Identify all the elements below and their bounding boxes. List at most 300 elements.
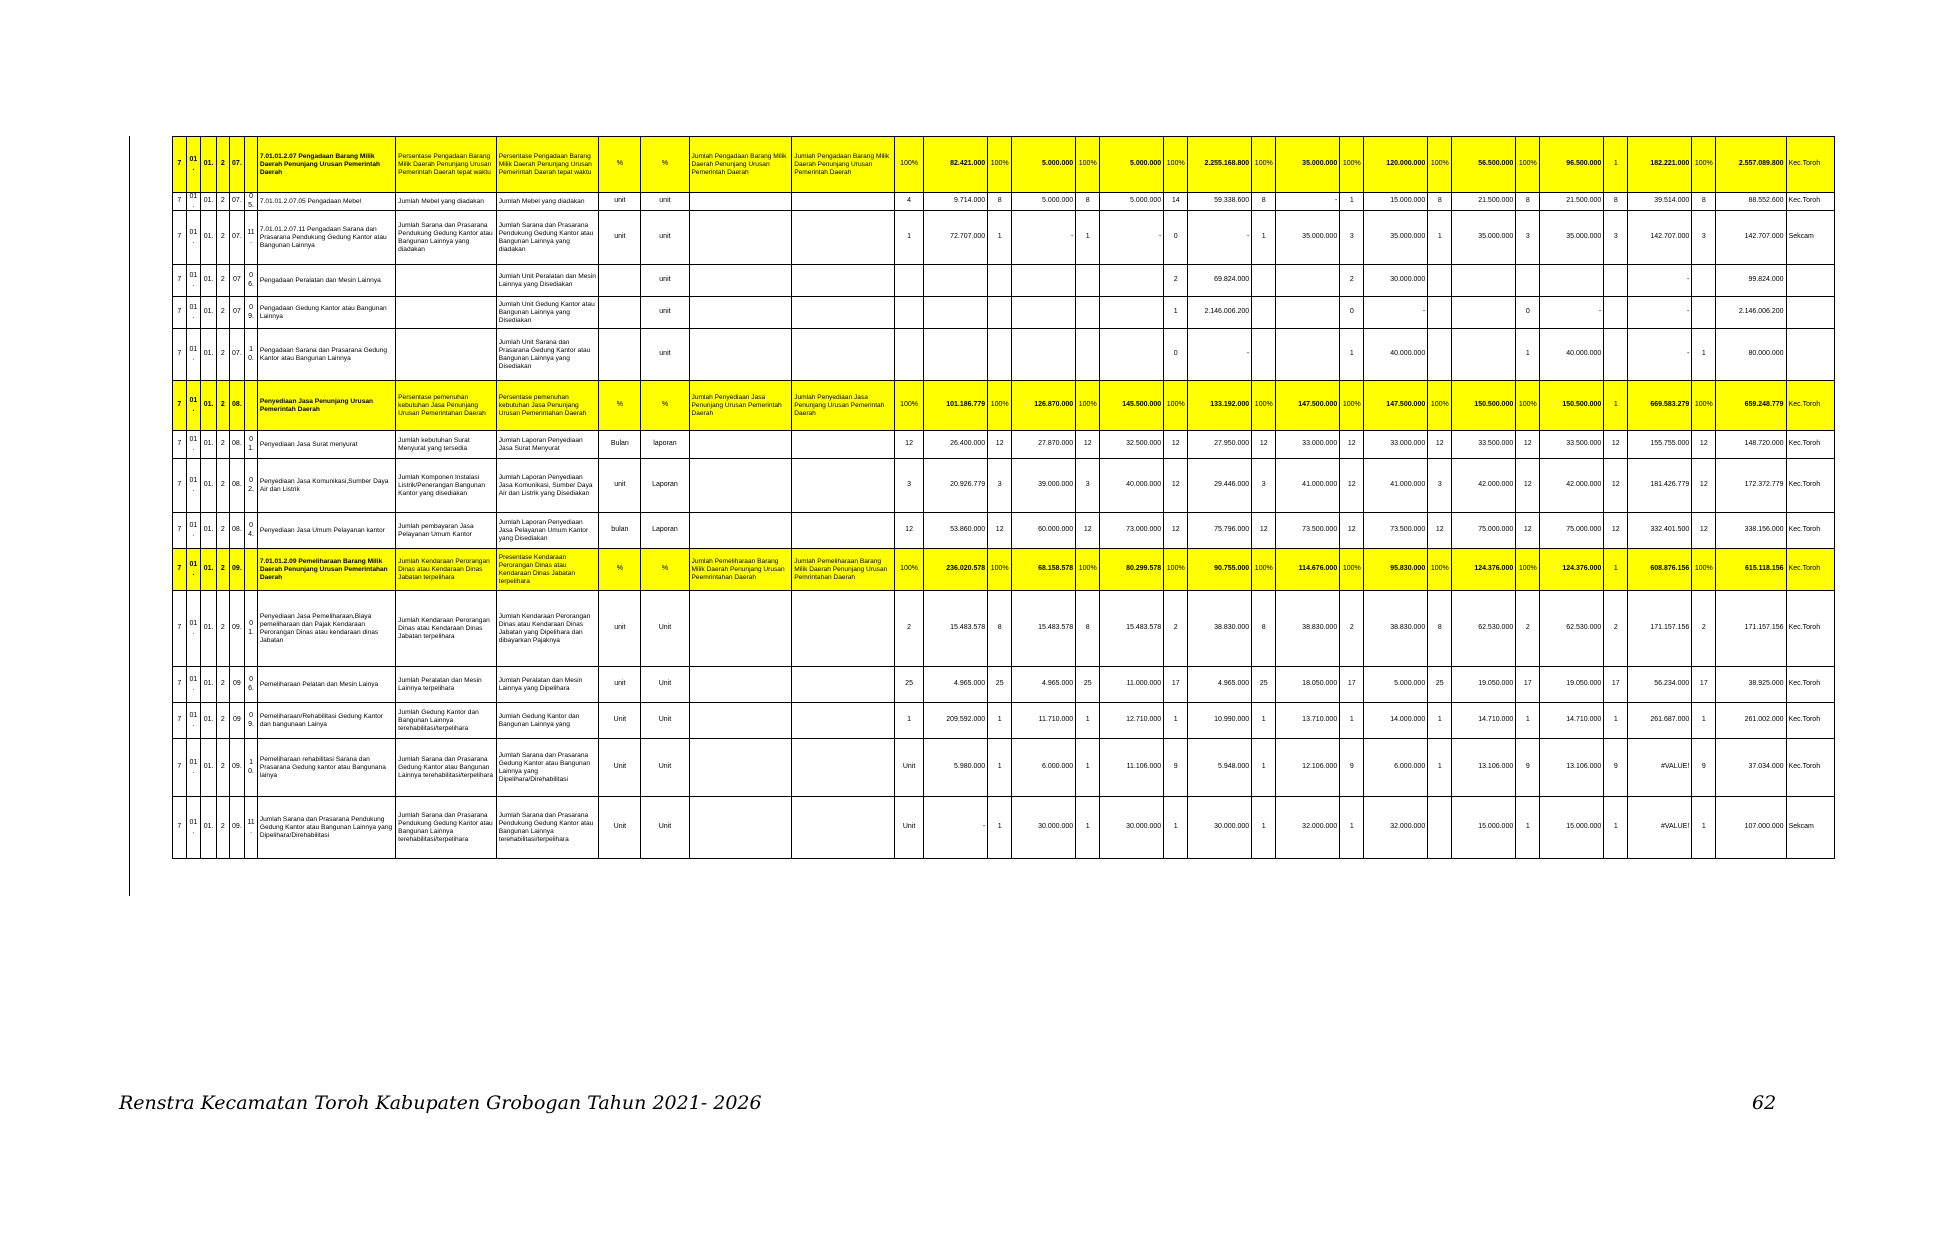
- target-cell: 8: [1076, 591, 1100, 667]
- target-cell: 12: [1692, 513, 1716, 549]
- target-cell: 100%: [1340, 137, 1364, 193]
- target-cell: 100%: [1428, 381, 1452, 431]
- target-cell: 3: [1692, 211, 1716, 265]
- unit-cell: unit: [599, 591, 641, 667]
- budget-amount-cell: 147.500.000: [1364, 381, 1428, 431]
- code-cell: 01.: [186, 591, 201, 667]
- total-amount-cell: 88.552.600: [1716, 193, 1786, 211]
- unit-cell: Unit: [599, 739, 641, 797]
- budget-amount-cell: 21.500.000: [1452, 193, 1516, 211]
- code-cell: 09: [229, 703, 245, 739]
- indicator-cell: Jumlah Kendaraan Perorangan Dinas atau Kendaraan Dinas Jabatan yang Dipelihara dan dibayarkan Pajaknya: [496, 591, 599, 667]
- budget-amount-cell: 42.000.000: [1452, 459, 1516, 513]
- target-cell: 1: [1164, 297, 1188, 329]
- target-cell: [1604, 329, 1628, 381]
- code-cell: 7: [173, 297, 187, 329]
- budget-amount-cell: 33.500.000: [1452, 431, 1516, 459]
- target-cell: 12: [988, 431, 1012, 459]
- budget-amount-cell: 69.824.000: [1188, 265, 1252, 297]
- target-cell: 3: [1604, 211, 1628, 265]
- indicator-cell: Jumlah Gedung Kantor dan Bangunan Lainnya yang: [496, 703, 599, 739]
- code-cell: [245, 549, 258, 591]
- indicator-cell: Jumlah Sarana dan Prasarana Gedung Kantor atau Bangunan Lainnya terehabilitasi/terpelihara: [396, 739, 497, 797]
- target-cell: 1: [1252, 703, 1276, 739]
- unit-cell: Unit: [641, 703, 689, 739]
- budget-amount-cell: 39.000.000: [1012, 459, 1076, 513]
- budget-amount-cell: 12.106.000: [1276, 739, 1340, 797]
- responsible-unit-cell: Kec.Toroh: [1786, 431, 1834, 459]
- indicator-cell: Jumlah Unit Peralatan dan Mesin Lainnya yang Disediakan: [496, 265, 599, 297]
- baseline-target-cell: Unit: [894, 739, 923, 797]
- budget-amount-cell: 5.000.000: [1012, 193, 1076, 211]
- budget-amount-cell: #VALUE!: [1628, 739, 1692, 797]
- budget-amount-cell: 73.500.000: [1276, 513, 1340, 549]
- code-cell: 01.: [186, 739, 201, 797]
- target-cell: 8: [1604, 193, 1628, 211]
- responsible-unit-cell: Kec.Toroh: [1786, 549, 1834, 591]
- budget-amount-cell: 182.221.000: [1628, 137, 1692, 193]
- target-cell: 12: [1252, 431, 1276, 459]
- target-cell: 1: [988, 211, 1012, 265]
- code-cell: 7: [173, 549, 187, 591]
- budget-amount-cell: 30.000.000: [1188, 797, 1252, 859]
- code-cell: 2: [216, 591, 229, 667]
- target-cell: 100%: [1516, 381, 1540, 431]
- code-cell: 2: [216, 797, 229, 859]
- target-cell: 1: [1076, 739, 1100, 797]
- code-cell: 01.: [201, 703, 217, 739]
- code-cell: 08.: [229, 513, 245, 549]
- indicator-cell: Jumlah Mebel yang diadakan: [396, 193, 497, 211]
- code-cell: 2: [216, 193, 229, 211]
- unit-cell: bulan: [599, 513, 641, 549]
- output-indicator-cell: [689, 591, 792, 667]
- budget-amount-cell: 608.876.156: [1628, 549, 1692, 591]
- budget-amount-cell: 32.000.000: [1276, 797, 1340, 859]
- output-indicator-cell: [689, 211, 792, 265]
- program-name-cell: 7.01.01.2.09 Pemeliharaan Barang Milik Daerah Penunjang Urusan Pemerintahan Daerah: [257, 549, 395, 591]
- target-cell: 1: [1252, 797, 1276, 859]
- target-cell: 100%: [1340, 381, 1364, 431]
- target-cell: 8: [1076, 193, 1100, 211]
- target-cell: [1428, 265, 1452, 297]
- target-cell: 100%: [1692, 549, 1716, 591]
- budget-amount-cell: 53.860.000: [924, 513, 988, 549]
- budget-amount-cell: 35.000.000: [1452, 211, 1516, 265]
- code-cell: 01.: [201, 459, 217, 513]
- target-cell: 12: [1428, 431, 1452, 459]
- budget-amount-cell: 21.500.000: [1540, 193, 1604, 211]
- code-cell: 08.: [229, 459, 245, 513]
- target-cell: 9: [1516, 739, 1540, 797]
- target-cell: 12: [1428, 513, 1452, 549]
- baseline-target-cell: 100%: [894, 381, 923, 431]
- indicator-cell: Persentase pemenuhan kebutuhan Jasa Penunjang Urusan Pemerintahan Daerah: [396, 381, 497, 431]
- target-cell: 12: [1340, 431, 1364, 459]
- code-cell: 01.: [186, 193, 201, 211]
- program-name-cell: 7.01.01.2.07 Pengadaan Barang Milik Daerah Penunjang Urusan Pemerintah Daerah: [257, 137, 395, 193]
- target-cell: [1252, 297, 1276, 329]
- code-cell: 01.: [201, 797, 217, 859]
- code-cell: 01.: [201, 381, 217, 431]
- budget-amount-cell: 19.050.000: [1452, 667, 1516, 703]
- code-cell: 2: [216, 459, 229, 513]
- unit-cell: Laporan: [641, 459, 689, 513]
- target-cell: [1604, 297, 1628, 329]
- target-cell: 14: [1164, 193, 1188, 211]
- unit-cell: unit: [641, 265, 689, 297]
- indicator-cell: Jumlah Sarana dan Prasarana Pendukung Gedung Kantor atau Bangunan Lainnya yang diadakan: [396, 211, 497, 265]
- total-amount-cell: 107.000.000: [1716, 797, 1786, 859]
- unit-cell: Unit: [641, 739, 689, 797]
- target-cell: 9: [1692, 739, 1716, 797]
- code-cell: 07.: [229, 137, 245, 193]
- target-cell: 12: [988, 513, 1012, 549]
- budget-amount-cell: 30.000.000: [1100, 797, 1164, 859]
- target-cell: 2: [1340, 591, 1364, 667]
- target-cell: 3: [1516, 211, 1540, 265]
- budget-amount-cell: 5.948.000: [1188, 739, 1252, 797]
- code-cell: 2: [216, 265, 229, 297]
- unit-cell: unit: [641, 193, 689, 211]
- program-name-cell: Pemeliharaan Pelatan dan Mesin Lainya: [257, 667, 395, 703]
- code-cell: 04.: [245, 513, 258, 549]
- responsible-unit-cell: Kec.Toroh: [1786, 137, 1834, 193]
- indicator-cell: Persentase Pengadaan Barang Milik Daerah Penunjang Urusan Pemerintah Daerah tepat waktu: [396, 137, 497, 193]
- responsible-unit-cell: Kec.Toroh: [1786, 703, 1834, 739]
- output-indicator-cell: Jumlah Pemeliharaan Barang Milik Daerah Penunjang Urusan Pemrintahan Daerah: [792, 549, 895, 591]
- indicator-cell: [396, 329, 497, 381]
- code-cell: 05.: [245, 193, 258, 211]
- budget-amount-cell: 30.000.000: [1364, 265, 1428, 297]
- code-cell: 01.: [201, 329, 217, 381]
- target-cell: [1428, 797, 1452, 859]
- budget-amount-cell: 41.000.000: [1364, 459, 1428, 513]
- target-cell: 12: [1516, 459, 1540, 513]
- target-cell: 100%: [1692, 381, 1716, 431]
- code-cell: 01.: [186, 329, 201, 381]
- unit-cell: laporan: [641, 431, 689, 459]
- total-amount-cell: 99.824.000: [1716, 265, 1786, 297]
- target-cell: [1692, 297, 1716, 329]
- total-amount-cell: 659.248.779: [1716, 381, 1786, 431]
- budget-amount-cell: 56.234.000: [1628, 667, 1692, 703]
- target-cell: 1: [1516, 703, 1540, 739]
- baseline-target-cell: 12: [894, 431, 923, 459]
- budget-amount-cell: 33.500.000: [1540, 431, 1604, 459]
- output-indicator-cell: [792, 797, 895, 859]
- indicator-cell: Jumlah Peralatan dan Mesin Lainnya yang Dipelihara: [496, 667, 599, 703]
- target-cell: 12: [1516, 513, 1540, 549]
- budget-amount-cell: 26.400.000: [924, 431, 988, 459]
- unit-cell: Unit: [599, 797, 641, 859]
- budget-amount-cell: -: [1628, 297, 1692, 329]
- target-cell: 12: [1164, 459, 1188, 513]
- target-cell: 100%: [988, 549, 1012, 591]
- output-indicator-cell: [689, 297, 792, 329]
- budget-amount-cell: 40.000.000: [1100, 459, 1164, 513]
- responsible-unit-cell: Sekcam: [1786, 797, 1834, 859]
- unit-cell: unit: [641, 211, 689, 265]
- budget-amount-cell: 9.714.000: [924, 193, 988, 211]
- target-cell: 1: [988, 703, 1012, 739]
- responsible-unit-cell: Kec.Toroh: [1786, 513, 1834, 549]
- budget-amount-cell: 15.000.000: [1364, 193, 1428, 211]
- target-cell: 12: [1164, 513, 1188, 549]
- program-name-cell: 7.01.01.2.07.05 Pengadaan Mebel: [257, 193, 395, 211]
- indicator-cell: Jumlah Kendaraan Perorangan Dinas atau Kendaraan Dinas Jabatan terpelihara: [396, 591, 497, 667]
- table-row: [173, 297, 1835, 329]
- program-name-cell: Pengadaan Peralatan dan Mesin Lainnya: [257, 265, 395, 297]
- code-cell: 09.: [229, 739, 245, 797]
- budget-amount-cell: 133.192.000: [1188, 381, 1252, 431]
- budget-amount-cell: 38.830.000: [1188, 591, 1252, 667]
- target-cell: 2: [1340, 265, 1364, 297]
- budget-amount-cell: [1452, 265, 1516, 297]
- program-name-cell: 7.01.01.2.07.11 Pengadaan Sarana dan Prasarana Pendukung Gedung Kantor atau Bangunan Lainnya: [257, 211, 395, 265]
- target-cell: 1: [1604, 137, 1628, 193]
- target-cell: [1428, 329, 1452, 381]
- total-amount-cell: 261.002.000: [1716, 703, 1786, 739]
- budget-amount-cell: 56.500.000: [1452, 137, 1516, 193]
- code-cell: 2: [216, 137, 229, 193]
- target-cell: 100%: [1076, 549, 1100, 591]
- target-cell: [1692, 265, 1716, 297]
- budget-amount-cell: 59.338.600: [1188, 193, 1252, 211]
- budget-amount-cell: 40.000.000: [1540, 329, 1604, 381]
- target-cell: 12: [1516, 431, 1540, 459]
- budget-amount-cell: 75.796.000: [1188, 513, 1252, 549]
- code-cell: 01.: [186, 211, 201, 265]
- unit-cell: %: [599, 549, 641, 591]
- code-cell: 01.: [201, 297, 217, 329]
- output-indicator-cell: Jumlah Penyediaan Jasa Penunjang Urusan Pemerintah Daerah: [792, 381, 895, 431]
- target-cell: 1: [1604, 549, 1628, 591]
- code-cell: 2: [216, 513, 229, 549]
- table-row: [173, 137, 1835, 193]
- budget-amount-cell: [1276, 297, 1340, 329]
- code-cell: 01.: [186, 549, 201, 591]
- budget-amount-cell: [924, 329, 988, 381]
- budget-amount-cell: [1012, 297, 1076, 329]
- baseline-target-cell: 1: [894, 703, 923, 739]
- output-indicator-cell: [792, 297, 895, 329]
- unit-cell: Bulan: [599, 431, 641, 459]
- budget-amount-cell: 38.830.000: [1364, 591, 1428, 667]
- budget-amount-cell: -: [1628, 329, 1692, 381]
- unit-cell: unit: [599, 211, 641, 265]
- budget-amount-cell: [1540, 265, 1604, 297]
- budget-amount-cell: 32.000.000: [1364, 797, 1428, 859]
- unit-cell: Unit: [641, 591, 689, 667]
- budget-amount-cell: 4.965.000: [1188, 667, 1252, 703]
- program-name-cell: Pemeliharaan/Rehabilitasi Gedung Kantor dan bangunaan Lainya: [257, 703, 395, 739]
- budget-amount-cell: 80.299.578: [1100, 549, 1164, 591]
- output-indicator-cell: Jumlah Pengadaan Barang Milik Daerah Penunjang Urusan Pemerintah Daerah: [792, 137, 895, 193]
- budget-amount-cell: [1276, 265, 1340, 297]
- code-cell: 01.: [186, 431, 201, 459]
- budget-amount-cell: 13.106.000: [1452, 739, 1516, 797]
- indicator-cell: Presentase Kendaraan Perorangan Dinas atau Kendaraan Dinas Jabatan terpelihara: [496, 549, 599, 591]
- target-cell: 1: [1692, 329, 1716, 381]
- target-cell: 100%: [1164, 381, 1188, 431]
- program-name-cell: Penyediaan Jasa Umum Pelayanan kantor: [257, 513, 395, 549]
- budget-amount-cell: 90.755.000: [1188, 549, 1252, 591]
- output-indicator-cell: [689, 329, 792, 381]
- budget-amount-cell: 33.000.000: [1276, 431, 1340, 459]
- budget-amount-cell: 73.000.000: [1100, 513, 1164, 549]
- budget-amount-cell: 120.000.000: [1364, 137, 1428, 193]
- code-cell: 09.: [245, 297, 258, 329]
- output-indicator-cell: Jumlah Pemeliharaan Barang Milik Daerah Penunjang Urusan Peemrintahan Daerah: [689, 549, 792, 591]
- budget-amount-cell: -: [1276, 193, 1340, 211]
- code-cell: 01.: [201, 137, 217, 193]
- baseline-target-cell: 100%: [894, 549, 923, 591]
- budget-amount-cell: 75.000.000: [1452, 513, 1516, 549]
- target-cell: 3: [1076, 459, 1100, 513]
- total-amount-cell: 338.156.000: [1716, 513, 1786, 549]
- target-cell: 100%: [1340, 549, 1364, 591]
- code-cell: 01.: [186, 513, 201, 549]
- responsible-unit-cell: [1786, 265, 1834, 297]
- baseline-target-cell: 12: [894, 513, 923, 549]
- unit-cell: %: [641, 381, 689, 431]
- indicator-cell: Jumlah Sarana dan Prasarana Pendukung Gedung Kantor atau Bangunan Lainnya terehabilitasi/terpelihara: [496, 797, 599, 859]
- output-indicator-cell: [689, 513, 792, 549]
- target-cell: 1: [988, 739, 1012, 797]
- target-cell: [1428, 297, 1452, 329]
- indicator-cell: Jumlah Unit Sarana dan Prasarana Gedung Kantor atau Bangunan Lainnya yang Disediakan: [496, 329, 599, 381]
- target-cell: 1: [1164, 797, 1188, 859]
- table-row: [173, 549, 1835, 591]
- target-cell: [1076, 329, 1100, 381]
- target-cell: 100%: [1076, 381, 1100, 431]
- budget-amount-cell: 35.000.000: [1540, 211, 1604, 265]
- budget-amount-cell: 171.157.156: [1628, 591, 1692, 667]
- total-amount-cell: 38.925.000: [1716, 667, 1786, 703]
- indicator-cell: Jumlah Laporan Penyediaan Jasa Komunikasi, Sumber Daya Air dan Listrik yang Disediakan: [496, 459, 599, 513]
- indicator-cell: Jumlah Unit Gedung Kantor atau Bangunan Lainnya yang Disediakan: [496, 297, 599, 329]
- output-indicator-cell: [792, 459, 895, 513]
- code-cell: 7: [173, 797, 187, 859]
- target-cell: [1076, 297, 1100, 329]
- target-cell: 25: [1428, 667, 1452, 703]
- budget-amount-cell: 124.376.000: [1452, 549, 1516, 591]
- target-cell: 2: [1516, 591, 1540, 667]
- target-cell: [1516, 265, 1540, 297]
- target-cell: 17: [1604, 667, 1628, 703]
- target-cell: 1: [1604, 381, 1628, 431]
- code-cell: 06.: [245, 265, 258, 297]
- code-cell: 01.: [186, 265, 201, 297]
- code-cell: 01.: [201, 431, 217, 459]
- budget-amount-cell: 142.707.000: [1628, 211, 1692, 265]
- code-cell: 06.: [245, 667, 258, 703]
- output-indicator-cell: [792, 329, 895, 381]
- footer-document-title: Renstra Kecamatan Toroh Kabupaten Grobogan Tahun 2021- 2026: [119, 1092, 762, 1114]
- budget-amount-cell: 60.000.000: [1012, 513, 1076, 549]
- baseline-target-cell: 4: [894, 193, 923, 211]
- target-cell: 8: [988, 591, 1012, 667]
- budget-amount-cell: 2.255.168.800: [1188, 137, 1252, 193]
- code-cell: 7: [173, 211, 187, 265]
- indicator-cell: Persentase pemenuhan kebutuhan Jasa Penunjang Urusan Pemerintahan Daerah: [496, 381, 599, 431]
- indicator-cell: Jumlah Komponen Instalasi Listrik/Penerangan Bangunan Kantor yang disediakan: [396, 459, 497, 513]
- budget-amount-cell: 14.710.000: [1540, 703, 1604, 739]
- code-cell: 10.: [245, 329, 258, 381]
- code-cell: 7: [173, 381, 187, 431]
- indicator-cell: Jumlah Sarana dan Prasarana Gedung Kantor atau Bangunan Lainnya yang Dipelihara/Direhabilitasi: [496, 739, 599, 797]
- target-cell: 0: [1164, 329, 1188, 381]
- output-indicator-cell: [792, 431, 895, 459]
- table-row: [173, 381, 1835, 431]
- budget-amount-cell: 236.020.578: [924, 549, 988, 591]
- budget-amount-cell: 15.483.578: [1100, 591, 1164, 667]
- budget-amount-cell: 30.000.000: [1012, 797, 1076, 859]
- budget-amount-cell: 39.514.000: [1628, 193, 1692, 211]
- code-cell: 01.: [186, 703, 201, 739]
- budget-amount-cell: 96.500.000: [1540, 137, 1604, 193]
- output-indicator-cell: [689, 193, 792, 211]
- budget-amount-cell: 11.710.000: [1012, 703, 1076, 739]
- budget-amount-cell: 82.421.000: [924, 137, 988, 193]
- code-cell: 2: [216, 549, 229, 591]
- budget-amount-cell: -: [1188, 211, 1252, 265]
- budget-amount-cell: [924, 265, 988, 297]
- program-name-cell: Pengadaan Gedung Kantor atau Bangunan Lainnya: [257, 297, 395, 329]
- table-row: [173, 193, 1835, 211]
- baseline-target-cell: 100%: [894, 137, 923, 193]
- code-cell: 07.: [229, 329, 245, 381]
- budget-amount-cell: 72.707.000: [924, 211, 988, 265]
- target-cell: 12: [1340, 513, 1364, 549]
- budget-amount-cell: [1452, 297, 1516, 329]
- target-cell: 100%: [1252, 381, 1276, 431]
- budget-amount-cell: 5.000.000: [1364, 667, 1428, 703]
- target-cell: 17: [1692, 667, 1716, 703]
- code-cell: 01.: [186, 297, 201, 329]
- budget-amount-cell: 73.500.000: [1364, 513, 1428, 549]
- indicator-cell: Jumlah Gedung Kantor dan Bangunan Lainnya terehabilitasi/terpelihara: [396, 703, 497, 739]
- code-cell: 01.: [201, 193, 217, 211]
- target-cell: 12: [1692, 459, 1716, 513]
- budget-amount-cell: 181.426.779: [1628, 459, 1692, 513]
- budget-amount-cell: 35.000.000: [1276, 137, 1340, 193]
- budget-amount-cell: 15.000.000: [1540, 797, 1604, 859]
- code-cell: 2: [216, 739, 229, 797]
- baseline-target-cell: [894, 297, 923, 329]
- indicator-cell: Jumlah Sarana dan Prasarana Pendukung Gedung Kantor atau Bangunan Lainnya terehabilitasi/terpelihara: [396, 797, 497, 859]
- target-cell: 8: [1252, 591, 1276, 667]
- target-cell: 17: [1516, 667, 1540, 703]
- indicator-cell: [396, 297, 497, 329]
- output-indicator-cell: [792, 265, 895, 297]
- budget-amount-cell: 75.000.000: [1540, 513, 1604, 549]
- target-cell: 1: [988, 797, 1012, 859]
- budget-amount-cell: 27.950.000: [1188, 431, 1252, 459]
- responsible-unit-cell: Kec.Toroh: [1786, 591, 1834, 667]
- target-cell: [988, 297, 1012, 329]
- budget-amount-cell: 35.000.000: [1364, 211, 1428, 265]
- responsible-unit-cell: [1786, 329, 1834, 381]
- budget-amount-cell: 6.000.000: [1364, 739, 1428, 797]
- table-row: [173, 703, 1835, 739]
- budget-amount-cell: 13.106.000: [1540, 739, 1604, 797]
- target-cell: 12: [1252, 513, 1276, 549]
- target-cell: 8: [1428, 591, 1452, 667]
- budget-amount-cell: [1100, 329, 1164, 381]
- budget-amount-cell: 145.500.000: [1100, 381, 1164, 431]
